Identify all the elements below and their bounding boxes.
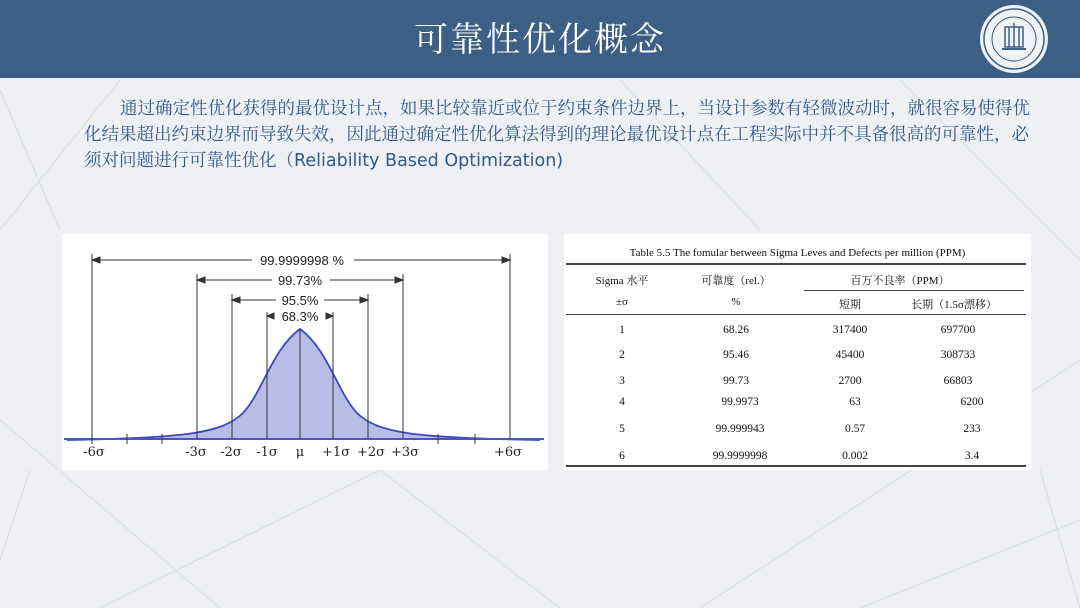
table-top-rule — [566, 263, 1026, 265]
table-header-cell: Sigma 水平 — [595, 275, 649, 287]
table-cell: 95.46 — [723, 349, 749, 361]
table-cell: 3 — [619, 375, 625, 387]
normal-distribution-figure — [62, 234, 548, 470]
tick-label: -6σ — [83, 445, 105, 460]
table-header-cell: % — [731, 296, 741, 308]
table-cell: 99.9999998 — [712, 450, 768, 462]
table-header-cell: 百万不良率（PPM） — [850, 275, 950, 287]
page-title: 可靠性优化概念 — [414, 20, 666, 60]
table-bottom-rule — [566, 465, 1026, 467]
table-cell: 2 — [619, 349, 625, 361]
table-cell: 99.9973 — [721, 396, 759, 408]
sigma-table-figure — [564, 234, 1031, 470]
interval-label-2sigma: 95.5% — [281, 293, 319, 308]
intro-paragraph — [84, 96, 1044, 174]
table-cell: 697700 — [940, 324, 976, 336]
table-header-cell: 可靠度（rel.） — [701, 275, 771, 287]
university-seal-icon — [978, 3, 1050, 75]
tick-label: -2σ — [220, 445, 242, 460]
table-cell: 308733 — [940, 349, 976, 361]
table-caption: Table 5.5 The fomular between Sigma Leves and Defects per million (PPM) — [629, 247, 966, 259]
table-header-cell: 短期 — [839, 299, 861, 311]
bell-curve-area — [92, 329, 510, 439]
title-bar — [0, 0, 1080, 78]
table-cell: 6200 — [960, 396, 984, 408]
table-cell: 99.73 — [723, 375, 749, 387]
table-cell: 1 — [619, 324, 625, 336]
interval-label-1sigma: 68.3% — [281, 309, 319, 324]
tick-label: +1σ — [321, 445, 351, 460]
table-cell: 4 — [619, 396, 625, 408]
table-header-rule — [566, 314, 1026, 315]
tick-label: -1σ — [256, 445, 278, 460]
table-cell: 5 — [619, 423, 625, 435]
table-cell: 63 — [849, 396, 861, 408]
table-cell: 6 — [619, 450, 625, 462]
tick-label: +2σ — [356, 445, 386, 460]
table-cell: 0.57 — [844, 423, 866, 435]
table-header-cell: ±σ — [616, 296, 628, 308]
table-cell: 45400 — [835, 349, 865, 361]
normal-distribution-svg — [62, 234, 548, 470]
table-cell: 68.26 — [723, 324, 749, 336]
tick-label: -3σ — [185, 445, 207, 460]
intro-text: 通过确定性优化获得的最优设计点，如果比较靠近或位于约束条件边界上，当设计参数有轻微波动时，就很容易使得优化结果超出约束边界而导致失效，因此通过确定性优化算法得到的理论最优设计点在工程实际中并不具备很高的可靠性，必须对问题进行可靠性优化（Reliability Based Optimization) — [84, 99, 1030, 171]
table-sub-rule — [804, 290, 1024, 291]
table-header-cell: 长期（1.5σ漂移） — [911, 299, 997, 311]
table-cell: 2700 — [838, 375, 862, 387]
interval-label-6sigma: 99.9999998 % — [260, 253, 344, 268]
tick-label: +3σ — [390, 445, 420, 460]
table-cell: 3.4 — [964, 450, 980, 462]
table-cell: 233 — [963, 423, 981, 435]
tick-label: μ — [295, 445, 305, 460]
tick-label: +6σ — [493, 445, 523, 460]
table-cell: 99.999943 — [715, 423, 765, 435]
table-cell: 66803 — [943, 375, 973, 387]
table-cell: 317400 — [832, 324, 868, 336]
interval-label-3sigma: 99.73% — [277, 273, 323, 288]
table-cell: 0.002 — [842, 450, 868, 462]
